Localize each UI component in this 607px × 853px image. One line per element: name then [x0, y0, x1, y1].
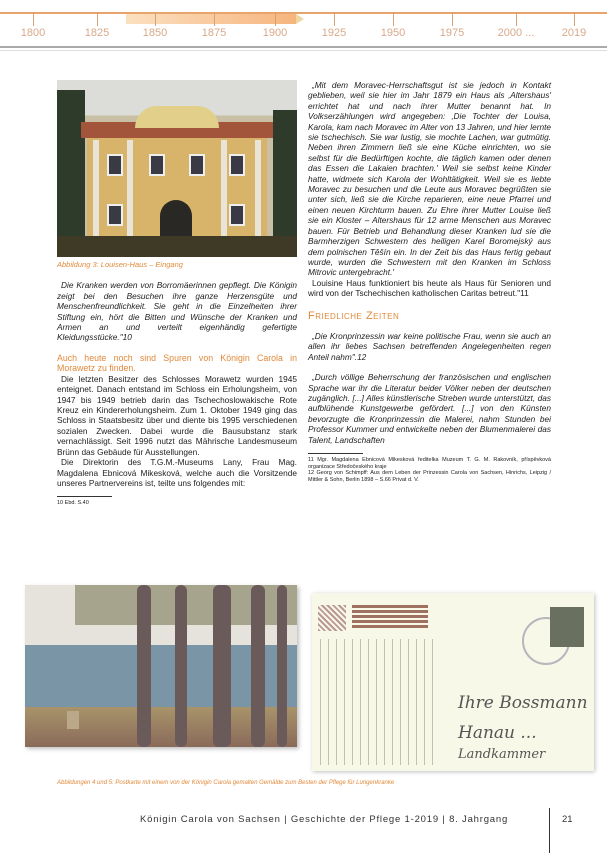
timeline-tick: [574, 12, 575, 26]
footnote: 11 Mgr. Magdalena Ebnicová Mikesková ředitelka Muzeum T. G. M. Rakovník, příspěvková organizace Středočeského kraje: [308, 457, 551, 470]
body-paragraph: Die letzten Besitzer des Schlosses Morawetz wurden 1945 enteignet. Danach entstand im Schloss ein Erholungsheim, von 1947 bis 1949 betrieb darin das Tschechoslowakische Rote Kreuz ein Kindererholungsheim. Zum 1. Oktober 1949 ging das Schloss in Staatsbesitz über und diente bis 1995 verschiedenen sozialen Zwecken. Dabei wurde die Bausubstanz stark vernachlässigt. Seit 1996 nutzt das Mährische Landesmuseum Brünn das Gebäude für Ausstellungen.: [57, 373, 297, 457]
timeline-label: 1925: [321, 27, 347, 39]
postcard-image: [312, 593, 594, 771]
address-line: Hanau ...: [458, 723, 537, 743]
address-line: Landkammer: [458, 747, 546, 762]
timeline-label: 1875: [201, 27, 227, 39]
timeline-tick: [393, 12, 394, 26]
timeline-header: [0, 0, 607, 48]
body-paragraph: Louisine Haus funktioniert bis heute als Haus für Senioren und wird von der Tschechischen katholischen Caritas betreut."11: [308, 277, 551, 299]
footnote-rule: [57, 496, 112, 497]
stamp-icon: [550, 607, 584, 647]
timeline-label: 1950: [380, 27, 406, 39]
page-number: 21: [562, 814, 573, 825]
timeline-tick: [275, 12, 276, 26]
timeline-label: 1975: [439, 27, 465, 39]
footer-text: Königin Carola von Sachsen | Geschichte der Pflege 1-2019 | 8. Jahrgang: [140, 814, 509, 825]
timeline-tick: [334, 12, 335, 26]
timeline-tick: [516, 12, 517, 26]
timeline-label: 1825: [84, 27, 110, 39]
subheading: Auch heute noch sind Spuren von Königin Carola in Morawetz zu finden.: [57, 352, 297, 374]
header-rule-thin: [0, 50, 607, 51]
left-column: [57, 80, 297, 507]
timeline-tick: [214, 12, 215, 26]
right-column: [308, 80, 551, 483]
timeline-label: 1900: [262, 27, 288, 39]
postmark-icon: [318, 605, 346, 631]
timeline-tick: [452, 12, 453, 26]
header-rule: [0, 46, 607, 48]
quote-paragraph: Die Kranken werden von Borromäerinnen gepflegt. Die Königin zeigt bei den Besuchen ihre ganze Herzensgüte und Menschenfreundlichkeit. Sie geht in die Einzelheiten ihrer Stiftung ein, hört die Bitten und Wünsche der Kranken und Armen an und verteilt eigenhändig gefertigte Kleidungsstücke."10: [57, 280, 297, 343]
louisen-haus-photo: [57, 80, 297, 257]
quote-paragraph: „Durch völlige Beherrschung der französischen und englischen Sprache war ihr die Literatur beider Völker neben der deutschen zugänglich. [...] Alles künstlerische Streben wurde unterstützt, das aufblühende Kunstgewerbe gefördert. [...] von den Künsten bevorzugte die Kronprinzessin die Malerei, nahm Stunden bei Professor Kummer und entwickelte neben der Blumenmalerei das Talent, Landschaften: [308, 372, 551, 445]
body-paragraph: Die Direktorin des T.G.M.-Museums Lany, Frau Mag. Magdalena Ebnicová Mikesková, welche auch die Vorsitzende unseres Partnervereins ist, teilte uns folgendes mit:: [57, 457, 297, 488]
footnote: 10 Ebd. S.40: [57, 500, 89, 507]
section-title: Friedliche Zeiten: [308, 309, 400, 322]
timeline-tick: [155, 12, 156, 26]
figures-caption: Abbildungen 4 und 5: Postkarte mit einem von der Königin Carola gemalten Gemälde zum Besten der Pflege für Lungenkranke: [57, 780, 395, 786]
timeline-tick: [97, 12, 98, 26]
address-line: Ihre Bossmann: [458, 693, 588, 713]
figure-caption: Abbildung 3: Louisen-Haus – Eingang: [57, 260, 183, 269]
timeline-label: 2019: [561, 27, 587, 39]
quote-paragraph: „Die Kronprinzessin war keine politische Frau, wenn sie auch an allen ihr liebes Sachsen betreffenden Angelegenheiten regen Anteil nahm".12: [308, 330, 551, 362]
timeline-label: 2000 ...: [497, 27, 535, 39]
timeline-highlight: [126, 14, 296, 24]
footnote: 12 Georg von Schimpff: Aus dem Leben der Prinzessin Carola von Sachsen, Hinrichs, Leipzig / Mittler & Sohn, Berlin 1898 – S.66 Privat d. V.: [308, 470, 551, 483]
quote-paragraph: „Mit dem Moravec-Herrschaftsgut ist sie jedoch in Kontakt geblieben, weil sie hier im Jahr 1879 ein Haus als ‚Altershaus' errichtet hat und nach ihrer Mutter benannt hat. In Volkserzählungen wird angegeben: ‚Die Tochter der Louisa, Karola, kam nach Moravec im Alter von 13 Jahren, und hier lernte sie tschechisch. Sie war lustig, sie mochte Lachen, war gutmütig. Neben ihren Zimmern ließ sie eine Küche einrichten, wo sie selbst für die Bedürftigen kochte, die täglich kamen oder denen das Essen die Lakaien brachten.' Weil sie selbst keine Kinder hatte, widmete sich Karola der Wohltätigkeit. Weil sie es liebte Moravec zu besuchen und die Leute aus Moravec begrüßten sie unter sich, ließ sie die Kirche reparieren, eine neue Pfarrei und einen neuen Kirchturm bauen. Zu Ehre ihrer Mutter Louise ließ sie ein Kloster – Altershaus für 12 arme Menschen aus Moravec bauen. Für Betrieb und Behandlung dieser Kranken lud sie die Barmherzigen Schwestern des heiligen Karel Boromejský aus dem polnischen Těšín ein. In der Zeit bis das Haus fertig gebaut wurde, wurden die Schwestern mit den Kranken im Schloss Mitrovic untergebracht.': [308, 80, 551, 278]
timeline-tick: [33, 12, 34, 26]
timeline-label: 1850: [142, 27, 168, 39]
footer-rule: [549, 808, 550, 853]
timeline-label: 1800: [20, 27, 46, 39]
timeline-arrow-icon: [296, 14, 304, 24]
painting-image: [25, 585, 297, 747]
footnote-rule: [308, 453, 363, 454]
